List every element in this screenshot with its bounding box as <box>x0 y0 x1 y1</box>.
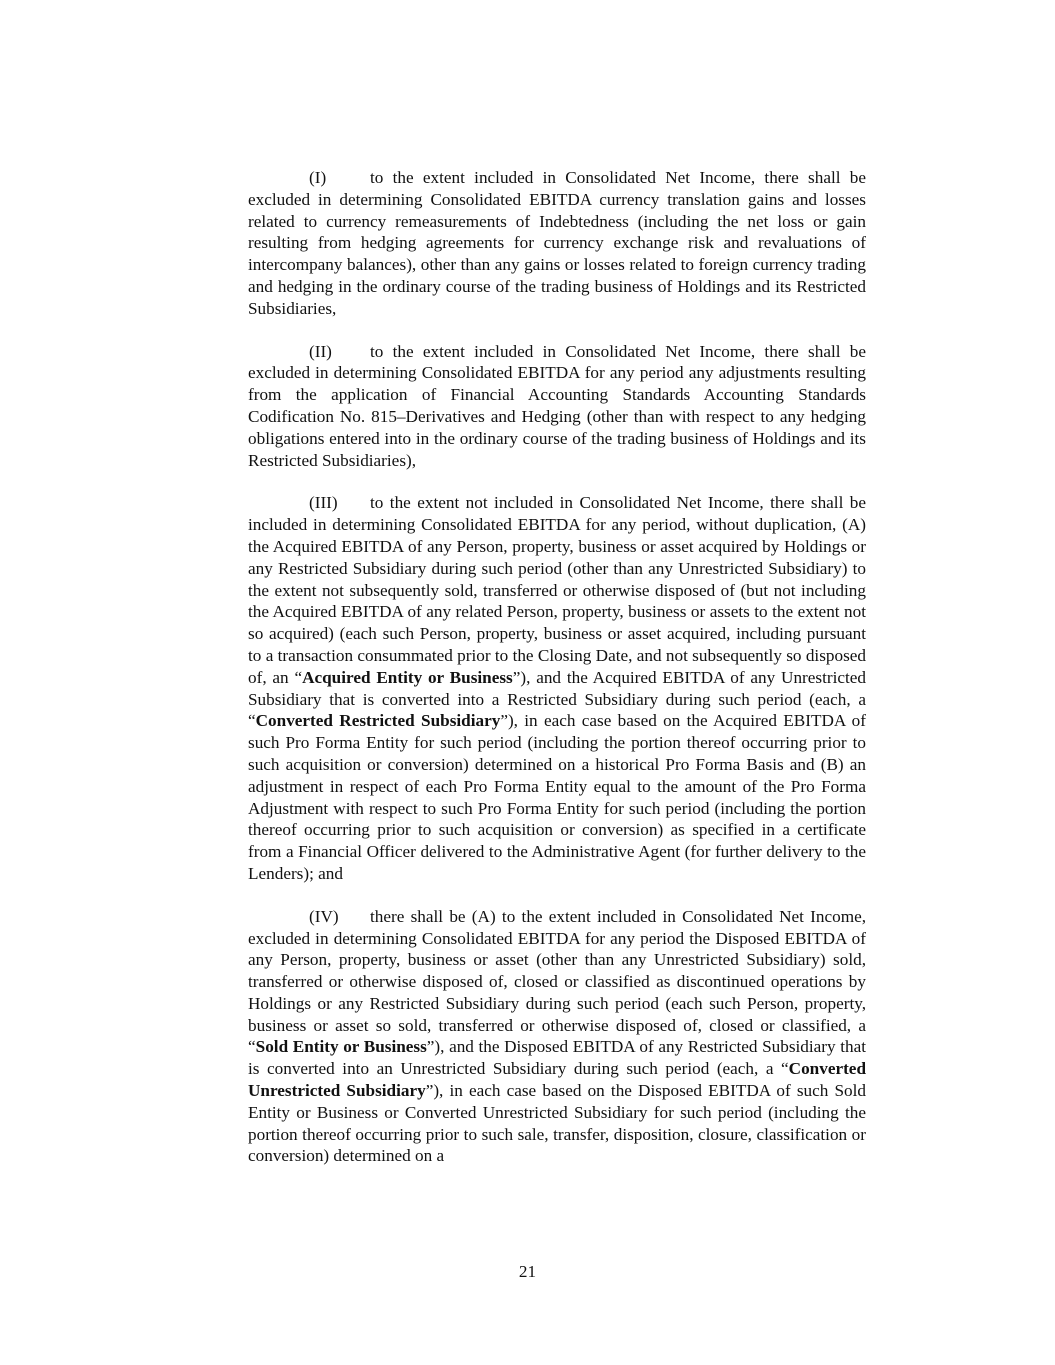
clause-number: (II) <box>309 341 332 361</box>
defined-term-converted-restricted-subsidiary: Converted Restricted Subsidiary <box>255 711 501 731</box>
clause-text: to the extent not included in Consolidated Net Income, there shall be included in determining Consolidated EBITDA for any period, without duplication, (A) the Acquired EBITDA of any Person, property, business or asset acquired by Holdings or any Restricted Subsidiary during such period (other than any Unrestricted Subsidiary) to the extent not subsequently sold, transferred or otherwise disposed of (but not including the Acquired EBITDA of any related Person, property, business or assets to the extent not so acquired) (each such Person, property, business or asset acquired, including pursuant to a transaction consummated prior to the Closing Date, and not subsequently so disposed of, an “ <box>248 493 866 687</box>
paragraph-I <box>248 167 866 320</box>
clause-number: (III) <box>309 493 338 513</box>
clause-text: to the extent included in Consolidated Net Income, there shall be excluded in determining Consolidated EBITDA currency translation gains and losses related to currency remeasurements of Indebtedness (including the net loss or gain resulting from hedging agreements for currency exchange risk and revaluations of intercompany balances), other than any gains or losses related to foreign currency trading and hedging in the ordinary course of the trading business of Holdings and its Restricted Subsidiaries, <box>248 168 866 318</box>
clause-number: (IV) <box>309 906 339 926</box>
clause-text: there shall be (A) to the extent included in Consolidated Net Income, excluded in determining Consolidated EBITDA for any period the Disposed EBITDA of any Person, property, business or asset (other than any Unrestricted Subsidiary) sold, transferred or otherwise disposed of, closed or classified as discontinued operations by Holdings or any Restricted Subsidiary during such period (each such Person, property, business or asset so sold, transferred or otherwise disposed of, closed or classified, a “ <box>248 906 866 1057</box>
clause-text: to the extent included in Consolidated Net Income, there shall be excluded in determining Consolidated EBITDA for any period any adjustments resulting from the application of Financial Accounting Standards Accounting Standards Codification No. 815–Derivatives and Hedging (other than with respect to any hedging obligations entered into in the ordinary course of the trading business of Holdings and its Restricted Subsidiaries), <box>248 341 866 470</box>
paragraph-II <box>248 341 866 472</box>
paragraph-IV <box>248 906 866 1168</box>
defined-term-acquired-entity: Acquired Entity or Business <box>302 667 513 687</box>
defined-term-converted-unrestricted-subsidiary: Converted Unrestricted Subsidiary <box>248 1059 866 1101</box>
clause-text: ”), and the Disposed EBITDA of any Restricted Subsidiary that is converted into an Unrestricted Subsidiary during such period (each, a “ <box>248 1037 866 1079</box>
defined-term-sold-entity: Sold Entity or Business <box>255 1037 427 1057</box>
paragraph-III <box>248 492 866 884</box>
document-body <box>248 167 866 1188</box>
clause-number: (I) <box>309 168 327 187</box>
clause-text: ”), in each case based on the Disposed EBITDA of such Sold Entity or Business or Converted Unrestricted Subsidiary for such period (including the portion thereof occurring prior to such sale, transfer, disposition, closure, classification or conversion) determined on a <box>248 1081 866 1166</box>
clause-text: ”), and the Acquired EBITDA of any Unrestricted Subsidiary that is converted into a Restricted Subsidiary during such period (each, a “ <box>248 667 866 731</box>
clause-text: ”), in each case based on the Acquired EBITDA of such Pro Forma Entity for such period (including the portion thereof occurring prior to such acquisition or conversion) determined on a historical Pro Forma Basis and (B) an adjustment in respect of each Pro Forma Entity equal to the amount of the Pro Forma Adjustment with respect to such Pro Forma Entity for such period (including the portion thereof occurring prior to such acquisition or conversion) as specified in a certificate from a Financial Officer delivered to the Administrative Agent (for further delivery to the Lenders); and <box>248 711 866 883</box>
page-number: 21 <box>518 1262 537 1281</box>
